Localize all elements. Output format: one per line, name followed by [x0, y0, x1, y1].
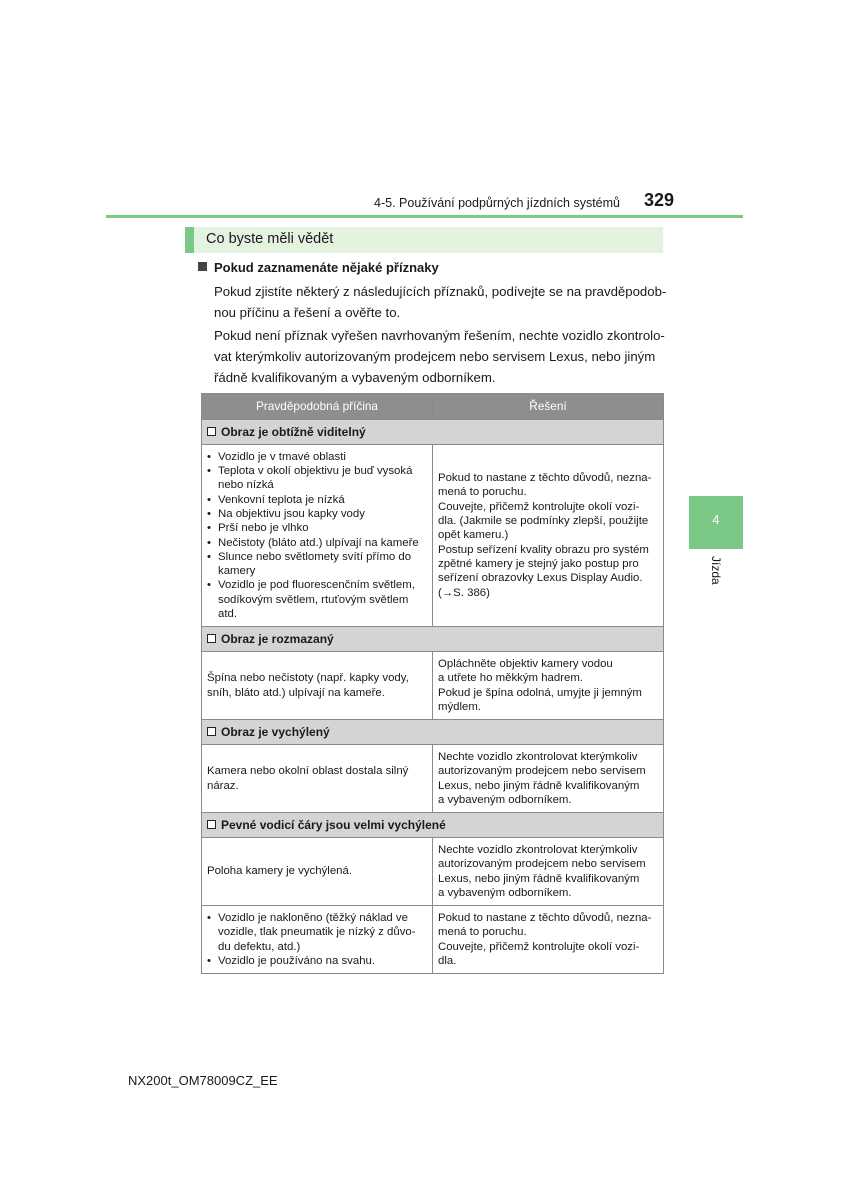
- subheading: [198, 260, 439, 275]
- chapter-label: Jízda: [709, 556, 723, 585]
- group-title-text: Obraz je vychýlený: [221, 724, 330, 739]
- list-item: • Venkovní teplota je nízká: [207, 493, 427, 507]
- group-title: [202, 813, 664, 838]
- group-row: [202, 813, 664, 838]
- paragraph-line: nou příčinu a řešení a ověřte to.: [214, 305, 401, 320]
- cause-cell: Špína nebo nečistoty (např. kapky vody, sníh, bláto atd.) ulpívají na kameře.: [202, 652, 433, 720]
- solution-cell: Pokud to nastane z těchto důvodů, nezna- mená to poruchu. Couvejte, přičemž kontrolujte okolí vozi- dla.: [433, 906, 664, 974]
- group-title-text: Obraz je rozmazaný: [221, 631, 334, 646]
- group-row: [202, 420, 664, 445]
- paragraph-1: [214, 281, 667, 323]
- list-item: • Slunce nebo světlomety svítí přímo do kamery: [207, 550, 427, 579]
- cause-cell: [202, 445, 433, 627]
- paragraph-line: vat kterýmkoliv autorizovaným prodejcem nebo servisem Lexus, nebo jiným: [214, 349, 656, 364]
- table-header-row: [202, 394, 664, 420]
- solution-cell: Nechte vozidlo zkontrolovat kterýmkoliv autorizovaným prodejcem nebo servisem Lexus, nebo jiným řádně kvalifikovaným a vybaveným odborníkem.: [433, 745, 664, 813]
- table-row: [202, 838, 664, 906]
- solution-cell: Nechte vozidlo zkontrolovat kterýmkoliv autorizovaným prodejcem nebo servisem Lexus, nebo jiným řádně kvalifikovaným a vybaveným odborníkem.: [433, 838, 664, 906]
- cause-list: [207, 450, 427, 622]
- list-item: • Vozidlo je pod fluorescenčním světlem, sodíkovým světlem, rtuťovým světlem atd.: [207, 578, 427, 621]
- list-item: • Vozidlo je používáno na svahu.: [207, 954, 427, 968]
- group-title-text: Obraz je obtížně viditelný: [221, 424, 366, 439]
- document-code: NX200t_OM78009CZ_EE: [128, 1073, 278, 1088]
- checkbox-icon: [207, 634, 216, 643]
- paragraph-2: [214, 325, 664, 388]
- column-header-solution: Řešení: [433, 394, 664, 420]
- cause-solution-table: [201, 393, 664, 974]
- paragraph-line: Pokud není příznak vyřešen navrhovaným řešením, nechte vozidlo zkontrolo-: [214, 328, 665, 343]
- cause-cell: Kamera nebo okolní oblast dostala silný náraz.: [202, 745, 433, 813]
- list-item: • Vozidlo je v tmavé oblasti: [207, 450, 427, 464]
- table-row: [202, 745, 664, 813]
- group-title-text: Pevné vodicí čáry jsou velmi vychýlené: [221, 817, 446, 832]
- table-row: [202, 906, 664, 974]
- square-bullet-icon: [198, 262, 207, 271]
- group-row: [202, 720, 664, 745]
- checkbox-icon: [207, 820, 216, 829]
- cause-cell: Poloha kamery je vychýlená.: [202, 838, 433, 906]
- header-rule: [106, 215, 743, 218]
- list-item: • Prší nebo je vlhko: [207, 521, 427, 535]
- list-item: • Na objektivu jsou kapky vody: [207, 507, 427, 521]
- group-title: [202, 720, 664, 745]
- column-header-cause: Pravděpodobná příčina: [202, 394, 433, 420]
- cause-list: [207, 911, 427, 968]
- checkbox-icon: [207, 427, 216, 436]
- chapter-number: 4: [712, 512, 720, 527]
- chapter-tab: [689, 496, 743, 549]
- list-item: • Teplota v okolí objektivu je buď vysoká nebo nízká: [207, 464, 427, 493]
- cause-cell: [202, 906, 433, 974]
- solution-cell: Opláchněte objektiv kamery vodou a utřete ho měkkým hadrem. Pokud je špína odolná, umyjte ji jemným mýdlem.: [433, 652, 664, 720]
- table-row: [202, 445, 664, 627]
- list-item: • Vozidlo je nakloněno (těžký náklad ve vozidle, tlak pneumatik je nízký z důvo- du defektu, atd.): [207, 911, 427, 954]
- table-row: [202, 652, 664, 720]
- section-bar: [185, 227, 663, 253]
- paragraph-line: řádně kvalifikovaným a vybaveným odborníkem.: [214, 370, 496, 385]
- list-item: • Nečistoty (bláto atd.) ulpívají na kameře: [207, 536, 427, 550]
- subheading-text: Pokud zaznamenáte nějaké příznaky: [214, 260, 439, 275]
- header-title: 4-5. Používání podpůrných jízdních systémů: [374, 196, 620, 210]
- page-number: 329: [644, 190, 675, 210]
- checkbox-icon: [207, 727, 216, 736]
- solution-cell: Pokud to nastane z těchto důvodů, nezna- mená to poruchu. Couvejte, přičemž kontrolujte okolí vozi- dla. (Jakmile se podmínky zlepší, použijte opět kameru.) Postup seřízení kvality obrazu pro systém zpětné kamery je stejný jako postup pro seřízení obrazovky Lexus Display Audio. (→S. 386): [433, 445, 664, 627]
- group-row: [202, 627, 664, 652]
- group-title: [202, 420, 664, 445]
- paragraph-line: Pokud zjistíte některý z následujících příznaků, podívejte se na pravděpodob-: [214, 284, 667, 299]
- section-title: Co byste měli vědět: [206, 231, 334, 247]
- group-title: [202, 627, 664, 652]
